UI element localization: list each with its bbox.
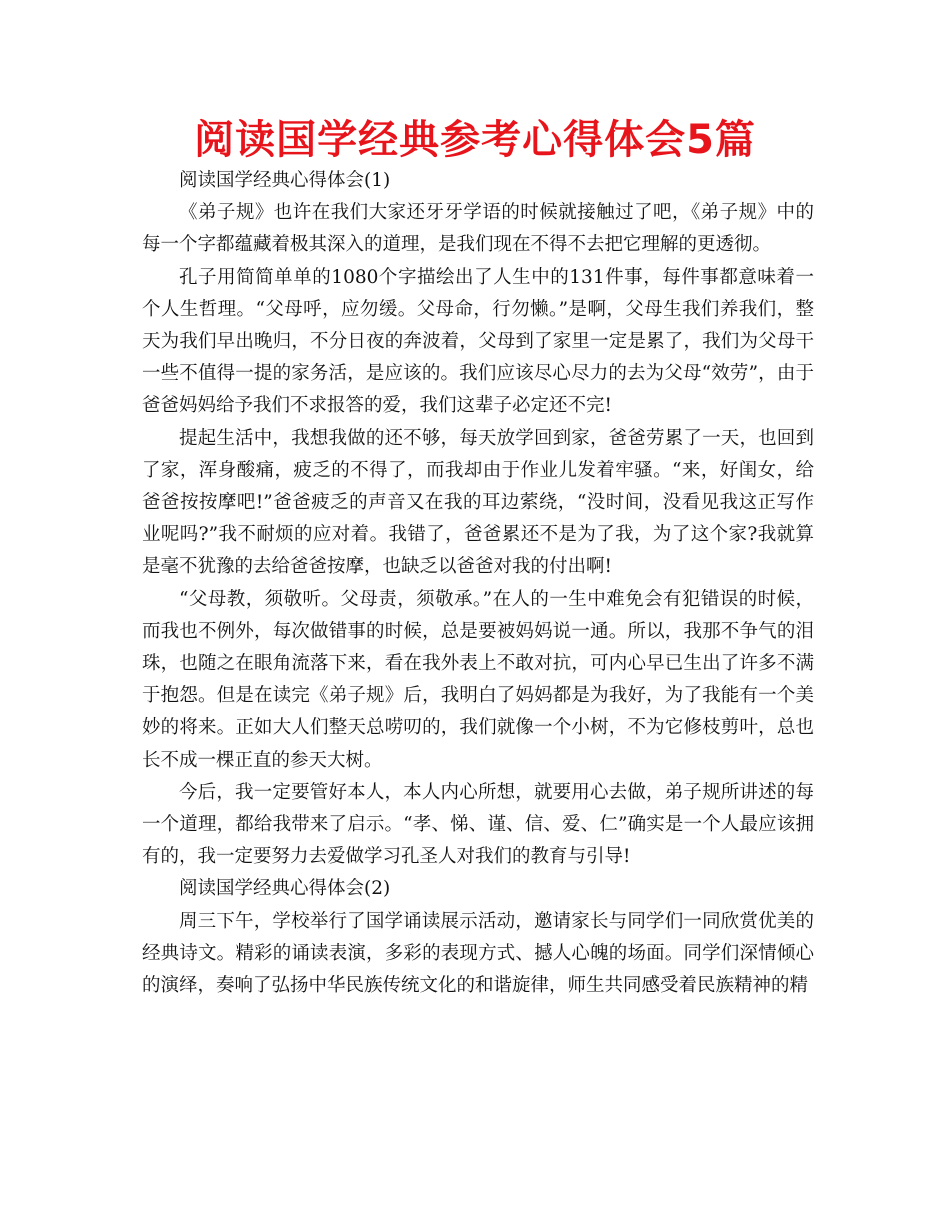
paragraph: 提起生活中，我想我做的还不够，每天放学回到家，爸爸劳累了一天，也回到了家，浑身酸痛，疲乏的不得了，而我却由于作业儿发着牢骚。“来，好闺女，给爸爸按按摩吧!”爸爸疲乏的声音又在我的耳边萦绕，“没时间，没看见我这正写作业呢吗?”我不耐烦的应对着。我错了，爸爸累还不是为了我，为了这个家?我就算是毫不犹豫的去给爸爸按摩，也缺乏以爸爸对我的付出啊! xyxy=(142,427,814,578)
paragraph: 周三下午，学校举行了国学诵读展示活动，邀请家长与同学们一同欣赏优美的经典诗文。精彩的诵读表演，多彩的表现方式、撼人心魄的场面。同学们深情倾心的演绎，奏响了弘扬中华民族传统文化的和谐旋律，师生共同感受着民族精神的精 xyxy=(142,910,814,997)
paragraph: “父母教，须敬听。父母责，须敬承。”在人的一生中难免会有犯错误的时候，而我也不例外，每次做错事的时候，总是要被妈妈说一通。所以，我那不争气的泪珠，也随之在眼角流落下来，看在我外表上不敢对抗，可内心早已生出了许多不满于抱怨。但是在读完《弟子规》后，我明白了妈妈都是为我好，为了我能有一个美妙的将来。正如大人们整天总唠叨的，我们就像一个小树，不为它修枝剪叶，总也长不成一棵正直的参天大树。 xyxy=(142,588,814,771)
paragraph: 今后，我一定要管好本人，本人内心所想，就要用心去做，弟子规所讲述的每一个道理，都给我带来了启示。“孝、悌、谨、信、爱、仁”确实是一个人最应该拥有的，我一定要努力去爱做学习孔圣人对我们的教育与引导! xyxy=(142,781,814,868)
section-heading: 阅读国学经典心得体会(2) xyxy=(179,878,391,900)
paragraph: 《弟子规》也许在我们大家还牙牙学语的时候就接触过了吧，《弟子规》中的每一个字都蕴藏着极其深入的道理，是我们现在不得不去把它理解的更透彻。 xyxy=(142,202,814,256)
paragraph: 孔子用简简单单的1080个字描绘出了人生中的131件事，每件事都意味着一个人生哲理。“父母呼，应勿缓。父母命，行勿懒。”是啊，父母生我们养我们，整天为我们早出晚归，不分日夜的奔波着，父母到了家里一定是累了，我们为父母干一些不值得一提的家务活，是应该的。我们应该尽心尽力的去为父母“效劳”，由于爸爸妈妈给予我们不求报答的爱，我们这辈子必定还不完! xyxy=(142,266,814,417)
document-title: 阅读国学经典参考心得体会5篇 xyxy=(194,117,756,163)
document-body xyxy=(142,165,814,1002)
section-heading: 阅读国学经典心得体会(1) xyxy=(179,170,391,191)
